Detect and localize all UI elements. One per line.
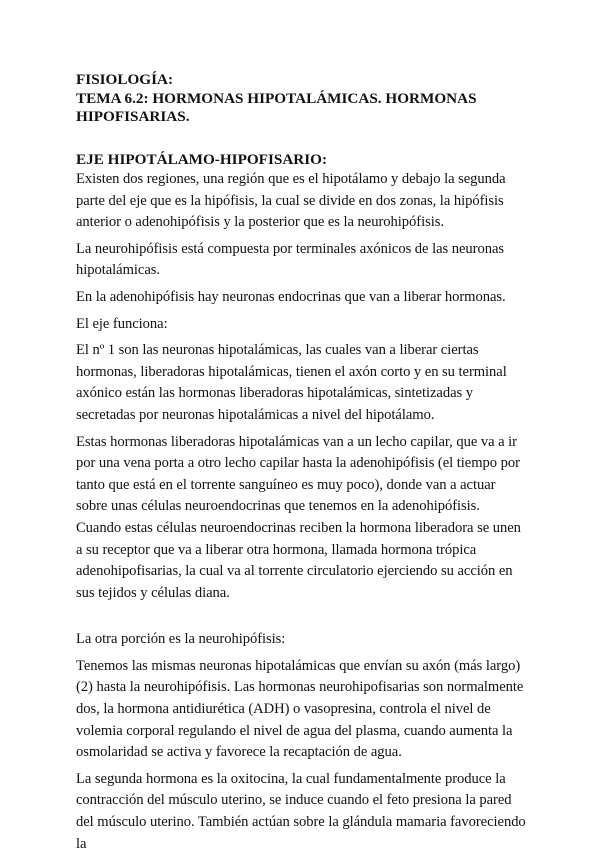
section-heading: EJE HIPOTÁLAMO-HIPOFISARIO: — [76, 150, 328, 168]
document-page — [76, 71, 528, 860]
topic-heading: TEMA 6.2: HORMONAS HIPOTALÁMICAS. HORMONAS HIPOFISARIAS. — [76, 89, 477, 125]
paragraph-adenohypophysis: En la adenohipófisis hay neuronas endocrinas que van a liberar hormonas. — [76, 288, 506, 305]
paragraph-neurohypophysis-composition: La neurohipófisis está compuesta por terminales axónicos de las neuronas hipotalámicas. — [76, 240, 505, 279]
subject-heading: FISIOLOGÍA: — [76, 71, 174, 88]
paragraph-regions: Existen dos regiones, una región que es el hipotálamo y debajo la segunda parte del eje que es la hipófisis, la cual se divide en dos zonas, la hipófisis anterior o adenohipófisis y la posterior que es la neurohipófisis. — [76, 171, 506, 231]
document-title — [76, 71, 528, 127]
paragraph-releasing-hormones: Estas hormonas liberadoras hipotalámicas van a un lecho capilar, que va a ir por una vena porta a otro lecho capilar hasta la adenohipófisis (el tiempo por tanto que está en el torrente sanguíneo es muy poco), donde van a actuar sobre unas células neuroendocrinas que tenemos en la adenohipófisis. Cuando estas células neuroendocrinas reciben la hormona liberadora se unen a su receptor que va a liberar otra hormona, llamada hormona trópica adenohipofisarias, la cual va al torrente circulatorio ejerciendo su acción en sus tejidos y células diana. — [76, 433, 521, 601]
paragraph-oxytocin: La segunda hormona es la oxitocina, la cual fundamentalmente produce la contracción del músculo uterino, se induce cuando el feto presiona la pared del músculo uterino. También actúan sobre la glándula mamaria favoreciendo la — [76, 770, 526, 852]
paragraph-neurohypophyseal-hormones: Tenemos las mismas neuronas hipotalámicas que envían su axón (más largo) (2) hasta la neurohipófisis. Las hormonas neurohipofisarias son normalmente dos, la hormona antidiurética (ADH) o vasopresina, controla el nivel de volemia corporal regulando el nivel de agua del plasma, cuando aumenta la osmolaridad se activa y favorece la recaptación de agua. — [76, 657, 524, 761]
paragraph-other-portion: La otra porción es la neurohipófisis: — [76, 631, 286, 648]
paragraph-hypothalamic-neurons: El nº 1 son las neuronas hipotalámicas, las cuales van a liberar ciertas hormonas, liberadoras hipotalámicas, tienen el axón corto y en su terminal axónico están las hormonas liberadoras hipotalámicas, sintetizadas y secretadas por neuronas hipotalámicas a nivel del hipotálamo. — [76, 342, 507, 423]
paragraph-spacer — [76, 609, 528, 629]
paragraph-axis-intro: El eje funciona: — [76, 315, 168, 332]
